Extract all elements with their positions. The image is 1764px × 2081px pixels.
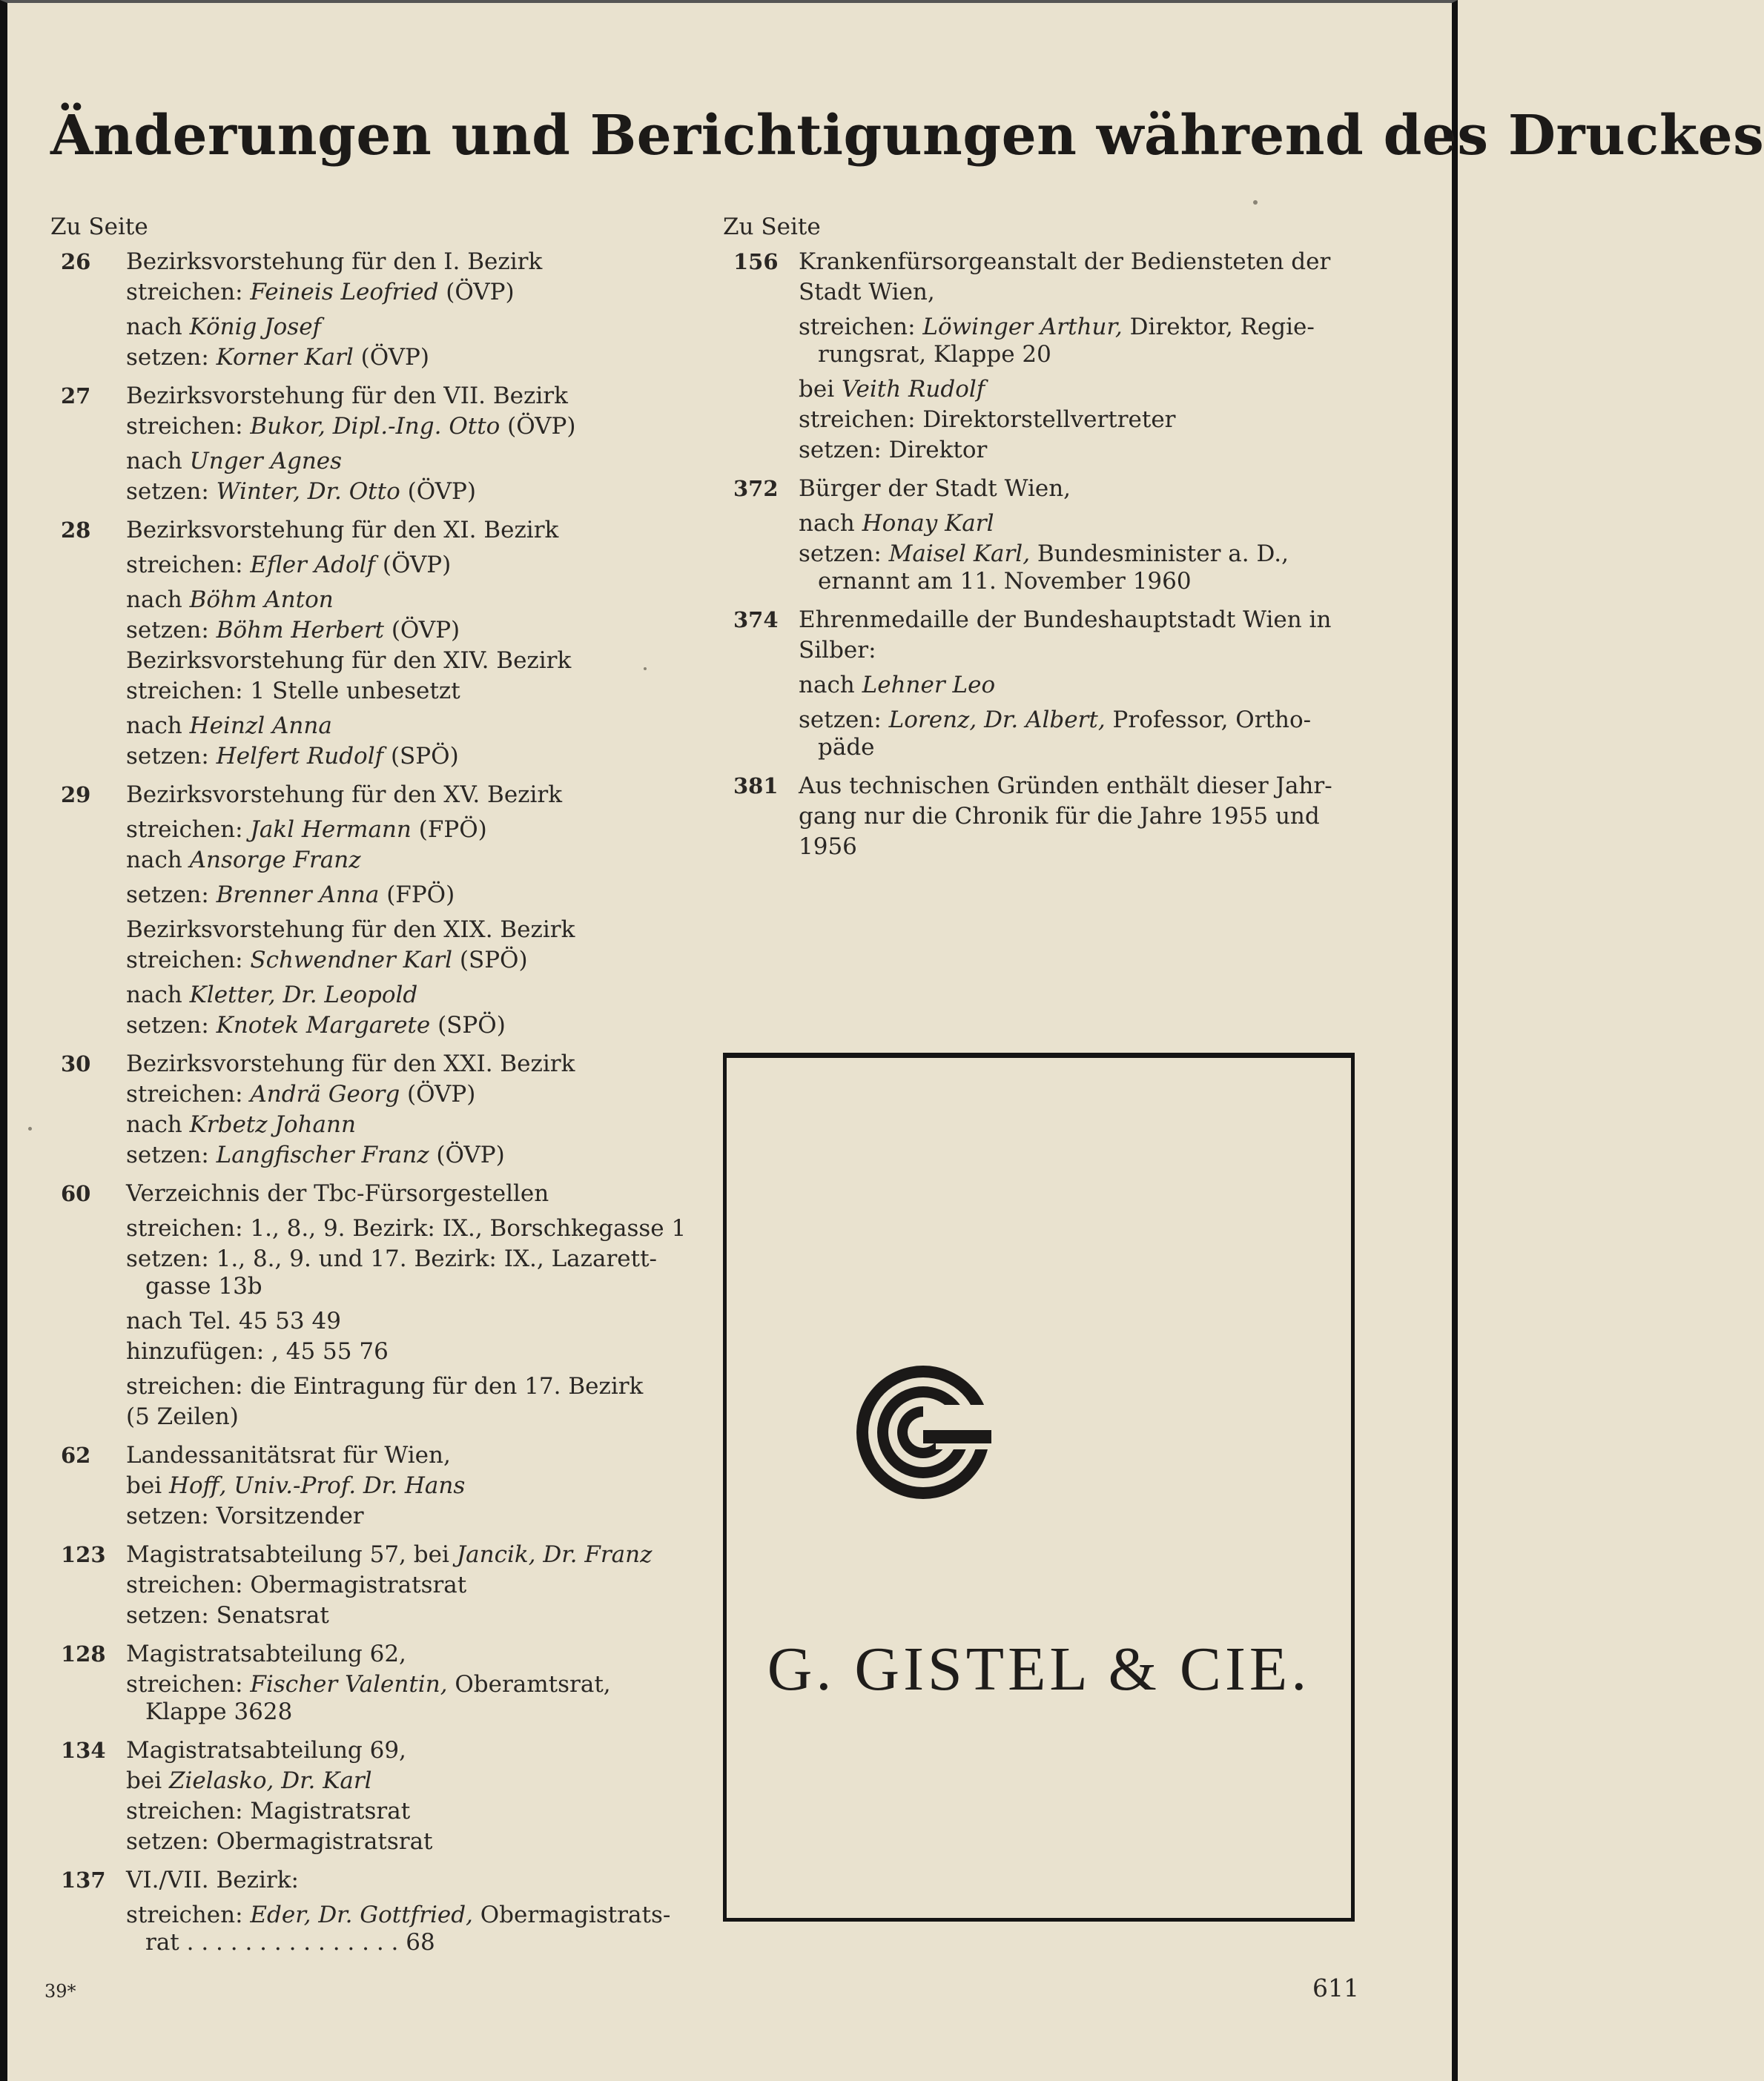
text-line: [126, 1798, 688, 1825]
plain-text: streichen:: [126, 552, 251, 578]
suffix-text: Oberamtsrat,: [447, 1671, 611, 1698]
page-reference: 137: [61, 1867, 106, 1893]
name-italic: Langfischer Franz: [216, 1142, 429, 1168]
correction-text: [126, 781, 688, 1042]
text-line: [799, 772, 1361, 800]
text-line: [799, 568, 1361, 595]
suffix-text: (ÖVP): [438, 279, 515, 305]
text-line: [126, 1902, 688, 1929]
correction-entry: [50, 517, 688, 773]
plain-text: 1956: [799, 833, 857, 860]
plain-text: setzen: Senatsrat: [126, 1602, 329, 1629]
plain-text: Bezirksvorstehung für den XXI. Bezirk: [126, 1051, 575, 1077]
plain-text: setzen:: [126, 478, 217, 505]
name-italic: Knotek Margarete: [216, 1012, 431, 1039]
page-reference: 27: [61, 383, 91, 408]
name-italic: Lorenz, Dr. Albert,: [888, 707, 1106, 733]
name-italic: Fischer Valentin,: [250, 1671, 448, 1698]
plain-text: Bezirksvorstehung für den I. Bezirk: [126, 248, 543, 275]
plain-text: VI./VII. Bezirk:: [126, 1867, 299, 1893]
text-line: [126, 383, 688, 410]
text-line: [126, 847, 688, 874]
text-line: [126, 344, 688, 371]
suffix-text: (FPÖ): [411, 816, 487, 843]
correction-entry: [50, 383, 688, 509]
left-entries-list: [50, 248, 688, 1959]
text-line: [126, 1572, 688, 1599]
text-line: [126, 982, 688, 1009]
text-line: [126, 1273, 688, 1300]
correction-entry: [50, 1541, 688, 1632]
plain-text: nach: [126, 712, 190, 739]
text-line: [799, 707, 1361, 734]
suffix-text: (SPÖ): [452, 947, 528, 973]
plain-text: nach Tel. 45 53 49: [126, 1308, 341, 1334]
correction-text: [126, 1051, 688, 1172]
text-line: [799, 803, 1361, 830]
right-column-header: Zu Seite: [723, 214, 821, 240]
text-line: [126, 1602, 688, 1630]
plain-text: setzen: Vorsitzender: [126, 1503, 364, 1529]
plain-text: nach: [126, 847, 190, 873]
correction-text: [799, 248, 1361, 467]
text-line: [126, 1403, 688, 1431]
text-line: [799, 672, 1361, 699]
text-line: [126, 586, 688, 614]
plain-text: setzen:: [126, 1142, 217, 1168]
correction-entry: [50, 1180, 688, 1434]
correction-entry: [50, 781, 688, 1042]
suffix-text: (SPÖ): [383, 743, 459, 770]
plain-text: streichen: 1., 8., 9. Bezirk: IX., Borschkegasse 1: [126, 1215, 687, 1242]
name-italic: Jakl Hermann: [250, 816, 412, 843]
text-line: [126, 1180, 688, 1208]
page-reference: 381: [733, 773, 779, 798]
plain-text: Magistratsabteilung 57, bei: [126, 1541, 457, 1568]
text-line: [126, 248, 688, 276]
plain-text: streichen:: [799, 314, 923, 340]
paper-speck: [28, 1127, 32, 1131]
text-line: [126, 1767, 688, 1795]
suffix-text: (ÖVP): [500, 413, 576, 440]
paper-speck: [644, 667, 647, 670]
text-line: [799, 475, 1361, 503]
plain-text: Stadt Wien,: [799, 279, 935, 305]
gistel-logo-icon: [853, 1362, 994, 1503]
page-reference: 123: [61, 1542, 106, 1567]
name-italic: Hoff, Univ.-Prof. Dr. Hans: [168, 1472, 466, 1499]
suffix-text: (ÖVP): [400, 478, 476, 505]
left-column: [50, 214, 688, 1968]
name-italic: Brenner Anna: [216, 881, 380, 908]
text-line: [126, 1698, 688, 1726]
plain-text: streichen: Direktorstellvertreter: [799, 406, 1176, 433]
name-italic: Feineis Leofried: [250, 279, 439, 305]
name-italic: Ansorge Franz: [189, 847, 361, 873]
text-line: [126, 413, 688, 440]
plain-text: setzen:: [799, 540, 889, 567]
text-line: [799, 510, 1361, 537]
plain-text: päde: [818, 734, 875, 761]
plain-text: setzen: Direktor: [799, 437, 988, 463]
text-line: [126, 1338, 688, 1366]
plain-text: hinzufügen: , 45 55 76: [126, 1338, 389, 1365]
paper-speck: [1253, 200, 1258, 205]
page-reference: 29: [61, 782, 91, 807]
plain-text: setzen:: [126, 881, 217, 908]
suffix-text: Direktor, Regie-: [1122, 314, 1315, 340]
correction-entry: [50, 1051, 688, 1172]
name-italic: König Josef: [189, 314, 322, 340]
text-line: [126, 1472, 688, 1500]
text-line: [126, 617, 688, 644]
plain-text: setzen: 1., 8., 9. und 17. Bezirk: IX., Lazarett-: [126, 1245, 658, 1272]
text-line: [126, 947, 688, 974]
plain-text: Krankenfürsorgeanstalt der Bediensteten der: [799, 248, 1331, 275]
plain-text: streichen: die Eintragung für den 17. Bezirk: [126, 1373, 644, 1400]
plain-text: Klappe 3628: [145, 1698, 293, 1725]
page-reference: 30: [61, 1051, 91, 1076]
correction-text: [126, 383, 688, 509]
plain-text: Bezirksvorstehung für den XIV. Bezirk: [126, 647, 572, 674]
correction-text: [126, 1442, 688, 1533]
correction-entry: [723, 248, 1361, 467]
name-italic: Bukor, Dipl.-Ing. Otto: [250, 413, 501, 440]
name-italic: Zielasko, Dr. Karl: [168, 1767, 372, 1794]
name-italic: Kletter, Dr. Leopold: [189, 982, 418, 1008]
text-line: [126, 1867, 688, 1894]
plain-text: Bürger der Stadt Wien,: [799, 475, 1071, 502]
page-reference: 134: [61, 1738, 106, 1763]
name-italic: Heinzl Anna: [189, 712, 332, 739]
name-italic: Maisel Karl,: [888, 540, 1031, 567]
advertisement-box: [723, 1053, 1355, 1922]
plain-text: setzen:: [126, 1012, 217, 1039]
suffix-text: (ÖVP): [383, 617, 460, 644]
correction-text: [799, 772, 1361, 864]
right-column: [723, 214, 1361, 872]
name-italic: Honay Karl: [862, 510, 994, 537]
plain-text: setzen:: [799, 707, 889, 733]
text-line: [126, 1081, 688, 1108]
text-line: [799, 734, 1361, 761]
text-line: [126, 781, 688, 809]
correction-entry: [723, 475, 1361, 598]
name-italic: Jancik, Dr. Franz: [456, 1541, 653, 1568]
plain-text: streichen:: [126, 816, 251, 843]
text-line: [126, 1245, 688, 1273]
name-italic: Böhm Herbert: [216, 617, 384, 644]
name-italic: Schwendner Karl: [250, 947, 453, 973]
correction-entry: [50, 248, 688, 374]
text-line: [126, 1308, 688, 1335]
text-line: [126, 478, 688, 506]
name-italic: Andrä Georg: [250, 1081, 400, 1108]
page-reference: 372: [733, 476, 779, 501]
suffix-text: (ÖVP): [375, 552, 452, 578]
name-italic: Helfert Rudolf: [216, 743, 384, 770]
text-line: [126, 1215, 688, 1243]
suffix-text: Bundesminister a. D.,: [1030, 540, 1289, 567]
plain-text: streichen:: [126, 947, 251, 973]
plain-text: nach: [126, 314, 190, 340]
text-line: [126, 1111, 688, 1139]
plain-text: Bezirksvorstehung für den XIX. Bezirk: [126, 916, 575, 943]
correction-text: [126, 1867, 688, 1959]
right-entries-list: [723, 248, 1361, 864]
plain-text: setzen:: [126, 617, 217, 644]
plain-text: bei: [126, 1767, 169, 1794]
page-number: 611: [1312, 1974, 1359, 2002]
text-line: [126, 1737, 688, 1764]
page-reference: 26: [61, 249, 91, 274]
plain-text: bei: [126, 1472, 169, 1499]
plain-text: setzen:: [126, 743, 217, 770]
text-line: [799, 341, 1361, 368]
plain-text: Bezirksvorstehung für den XV. Bezirk: [126, 781, 563, 808]
correction-text: [126, 248, 688, 374]
text-line: [799, 833, 1361, 861]
correction-text: [126, 1641, 688, 1729]
name-italic: Krbetz Johann: [189, 1111, 356, 1138]
text-line: [799, 437, 1361, 464]
plain-text: setzen:: [126, 344, 217, 371]
text-line: [126, 314, 688, 341]
text-line: [126, 1373, 688, 1400]
name-italic: Unger Agnes: [189, 448, 343, 474]
text-line: [126, 1671, 688, 1698]
signature-mark: 39*: [44, 1981, 76, 2002]
text-line: [126, 816, 688, 844]
text-line: [799, 637, 1361, 664]
plain-text: Bezirksvorstehung für den VII. Bezirk: [126, 383, 568, 409]
suffix-text: (ÖVP): [429, 1142, 505, 1168]
left-column-header: Zu Seite: [50, 214, 148, 240]
name-italic: Lehner Leo: [862, 672, 996, 698]
page-reference: 60: [61, 1181, 91, 1206]
correction-entry: [723, 606, 1361, 764]
plain-text: Bezirksvorstehung für den XI. Bezirk: [126, 517, 559, 543]
text-line: [126, 1503, 688, 1530]
text-line: [126, 517, 688, 544]
plain-text: Aus technischen Gründen enthält dieser Jahr-: [799, 772, 1332, 799]
text-line: [126, 916, 688, 944]
plain-text: Silber:: [799, 637, 876, 664]
plain-text: nach: [126, 448, 190, 474]
correction-entry: [723, 772, 1361, 864]
name-italic: Korner Karl: [216, 344, 354, 371]
text-line: [126, 1541, 688, 1569]
text-line: [126, 1012, 688, 1039]
correction-entry: [50, 1442, 688, 1533]
text-line: [126, 678, 688, 705]
text-line: [799, 376, 1361, 403]
name-italic: Veith Rudolf: [841, 376, 985, 403]
plain-text: gang nur die Chronik für die Jahre 1955 und: [799, 803, 1320, 830]
plain-text: nach: [126, 982, 190, 1008]
suffix-text: (ÖVP): [400, 1081, 476, 1108]
plain-text: rat . . . . . . . . . . . . . . . 68: [145, 1929, 435, 1956]
plain-text: streichen:: [126, 413, 251, 440]
text-line: [799, 279, 1361, 306]
page-title: Änderungen und Berichtigungen während des Druckes: [50, 104, 1764, 168]
name-italic: Böhm Anton: [189, 586, 334, 613]
text-line: [799, 314, 1361, 341]
plain-text: nach: [799, 510, 862, 537]
text-line: [126, 1929, 688, 1956]
text-line: [126, 1051, 688, 1078]
text-line: [126, 743, 688, 770]
company-name: G. GISTEL & CIE.: [767, 1635, 1311, 1704]
suffix-text: Professor, Ortho-: [1105, 707, 1312, 733]
correction-text: [126, 1737, 688, 1859]
plain-text: nach: [126, 586, 190, 613]
correction-text: [126, 1541, 688, 1632]
correction-entry: [50, 1737, 688, 1859]
plain-text: streichen:: [126, 1671, 251, 1698]
page-reference: 156: [733, 249, 779, 274]
plain-text: Landessanitätsrat für Wien,: [126, 1442, 451, 1469]
page-reference: 28: [61, 517, 91, 543]
correction-entry: [50, 1641, 688, 1729]
text-line: [126, 1828, 688, 1856]
text-line: [126, 881, 688, 909]
suffix-text: (ÖVP): [353, 344, 429, 371]
plain-text: Ehrenmedaille der Bundeshauptstadt Wien in: [799, 606, 1332, 633]
text-line: [126, 1142, 688, 1169]
plain-text: Verzeichnis der Tbc-Fürsorgestellen: [126, 1180, 549, 1207]
text-line: [126, 552, 688, 579]
suffix-text: (FPÖ): [379, 881, 455, 908]
plain-text: streichen: Obermagistratsrat: [126, 1572, 467, 1598]
plain-text: bei: [799, 376, 842, 403]
text-line: [126, 1442, 688, 1469]
plain-text: Magistratsabteilung 69,: [126, 1737, 406, 1764]
plain-text: rungsrat, Klappe 20: [818, 341, 1051, 368]
plain-text: streichen:: [126, 1902, 251, 1928]
text-line: [799, 540, 1361, 568]
plain-text: streichen: 1 Stelle unbesetzt: [126, 678, 460, 704]
name-italic: Löwinger Arthur,: [922, 314, 1123, 340]
name-italic: Winter, Dr. Otto: [216, 478, 400, 505]
plain-text: setzen: Obermagistratsrat: [126, 1828, 433, 1855]
suffix-text: Obermagistrats-: [472, 1902, 671, 1928]
name-italic: Eder, Dr. Gottfried,: [250, 1902, 473, 1928]
suffix-text: (SPÖ): [430, 1012, 506, 1039]
plain-text: streichen: Magistratsrat: [126, 1798, 411, 1824]
correction-entry: [50, 1867, 688, 1959]
plain-text: ernannt am 11. November 1960: [818, 568, 1192, 595]
text-line: [799, 406, 1361, 434]
plain-text: (5 Zeilen): [126, 1403, 239, 1430]
correction-text: [799, 475, 1361, 598]
text-line: [126, 448, 688, 475]
correction-text: [126, 1180, 688, 1434]
page-reference: 374: [733, 607, 779, 632]
plain-text: streichen:: [126, 1081, 251, 1108]
text-line: [126, 712, 688, 740]
text-line: [126, 647, 688, 675]
name-italic: Efler Adolf: [250, 552, 375, 578]
text-line: [799, 606, 1361, 634]
plain-text: gasse 13b: [145, 1273, 262, 1300]
page-reference: 62: [61, 1443, 91, 1468]
plain-text: Magistratsabteilung 62,: [126, 1641, 406, 1667]
plain-text: streichen:: [126, 279, 251, 305]
plain-text: nach: [126, 1111, 190, 1138]
page-reference: 128: [61, 1641, 106, 1667]
text-line: [126, 279, 688, 306]
correction-text: [799, 606, 1361, 764]
correction-text: [126, 517, 688, 773]
text-line: [799, 248, 1361, 276]
plain-text: nach: [799, 672, 862, 698]
text-line: [126, 1641, 688, 1668]
